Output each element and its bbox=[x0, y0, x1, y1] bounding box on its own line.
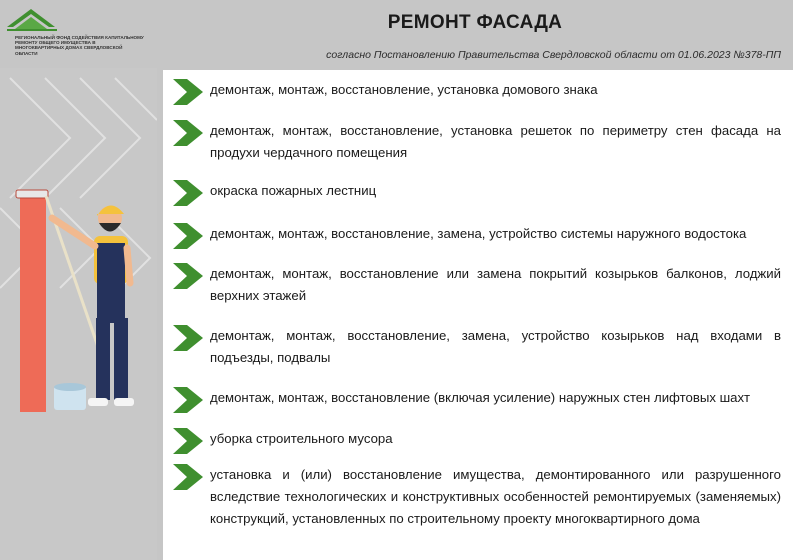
green-chevron-icon bbox=[173, 263, 203, 289]
list-item-text: демонтаж, монтаж, восстановление, замена, устройство козырьков над входами в подъезды, подвалы bbox=[210, 328, 781, 365]
list-item-text: демонтаж, монтаж, восстановление (включая усиление) наружных стен лифтовых шахт bbox=[210, 390, 750, 405]
logo bbox=[5, 5, 145, 55]
illustration-panel bbox=[0, 68, 157, 560]
list-item-text: окраска пожарных лестниц bbox=[210, 183, 377, 198]
green-chevron-icon bbox=[173, 223, 203, 249]
green-chevron-icon bbox=[173, 387, 203, 413]
green-chevron-icon bbox=[173, 120, 203, 146]
list-item-text: демонтаж, монтаж, восстановление, установка домового знака bbox=[210, 82, 598, 97]
list-item-text: установка и (или) восстановление имущества, демонтированного или разрушенного вследствие технологических и конструктивных особенностей ремонтируемых (заменяемых) конструкций, установленных по строительному проекту многоквартирного дома bbox=[210, 467, 781, 526]
green-chevron-icon bbox=[173, 180, 203, 206]
list-item-text: демонтаж, монтаж, восстановление или замена покрытий козырьков балконов, лоджий верхних этажей bbox=[210, 266, 781, 303]
green-chevron-icon bbox=[173, 79, 203, 105]
painter-illustration bbox=[0, 68, 157, 560]
subtitle: согласно Постановлению Правительства Свердловской области от 01.06.2023 №378-ПП bbox=[326, 49, 781, 61]
green-chevron-icon bbox=[173, 428, 203, 454]
header bbox=[0, 0, 793, 68]
green-chevron-icon bbox=[173, 464, 203, 490]
work-list bbox=[163, 70, 793, 560]
page-title: РЕМОНТ ФАСАДА bbox=[387, 12, 563, 33]
list-item-text: демонтаж, монтаж, восстановление, замена, устройство системы наружного водостока bbox=[210, 226, 747, 241]
list-item-text: уборка строительного мусора bbox=[210, 431, 393, 446]
list-item-text: демонтаж, монтаж, восстановление, установка решеток по периметру стен фасада на продухи чердачного помещения bbox=[210, 123, 781, 160]
green-chevron-icon bbox=[173, 325, 203, 351]
logo-text: РЕГИОНАЛЬНЫЙ ФОНД СОДЕЙСТВИЯ КАПИТАЛЬНОМУ РЕМОНТУ ОБЩЕГО ИМУЩЕСТВА В МНОГОКВАРТИРНЫХ ДОМАХ СВЕРДЛОВСКОЙ ОБЛАСТИ bbox=[15, 35, 144, 56]
house-roof-icon bbox=[5, 5, 65, 33]
